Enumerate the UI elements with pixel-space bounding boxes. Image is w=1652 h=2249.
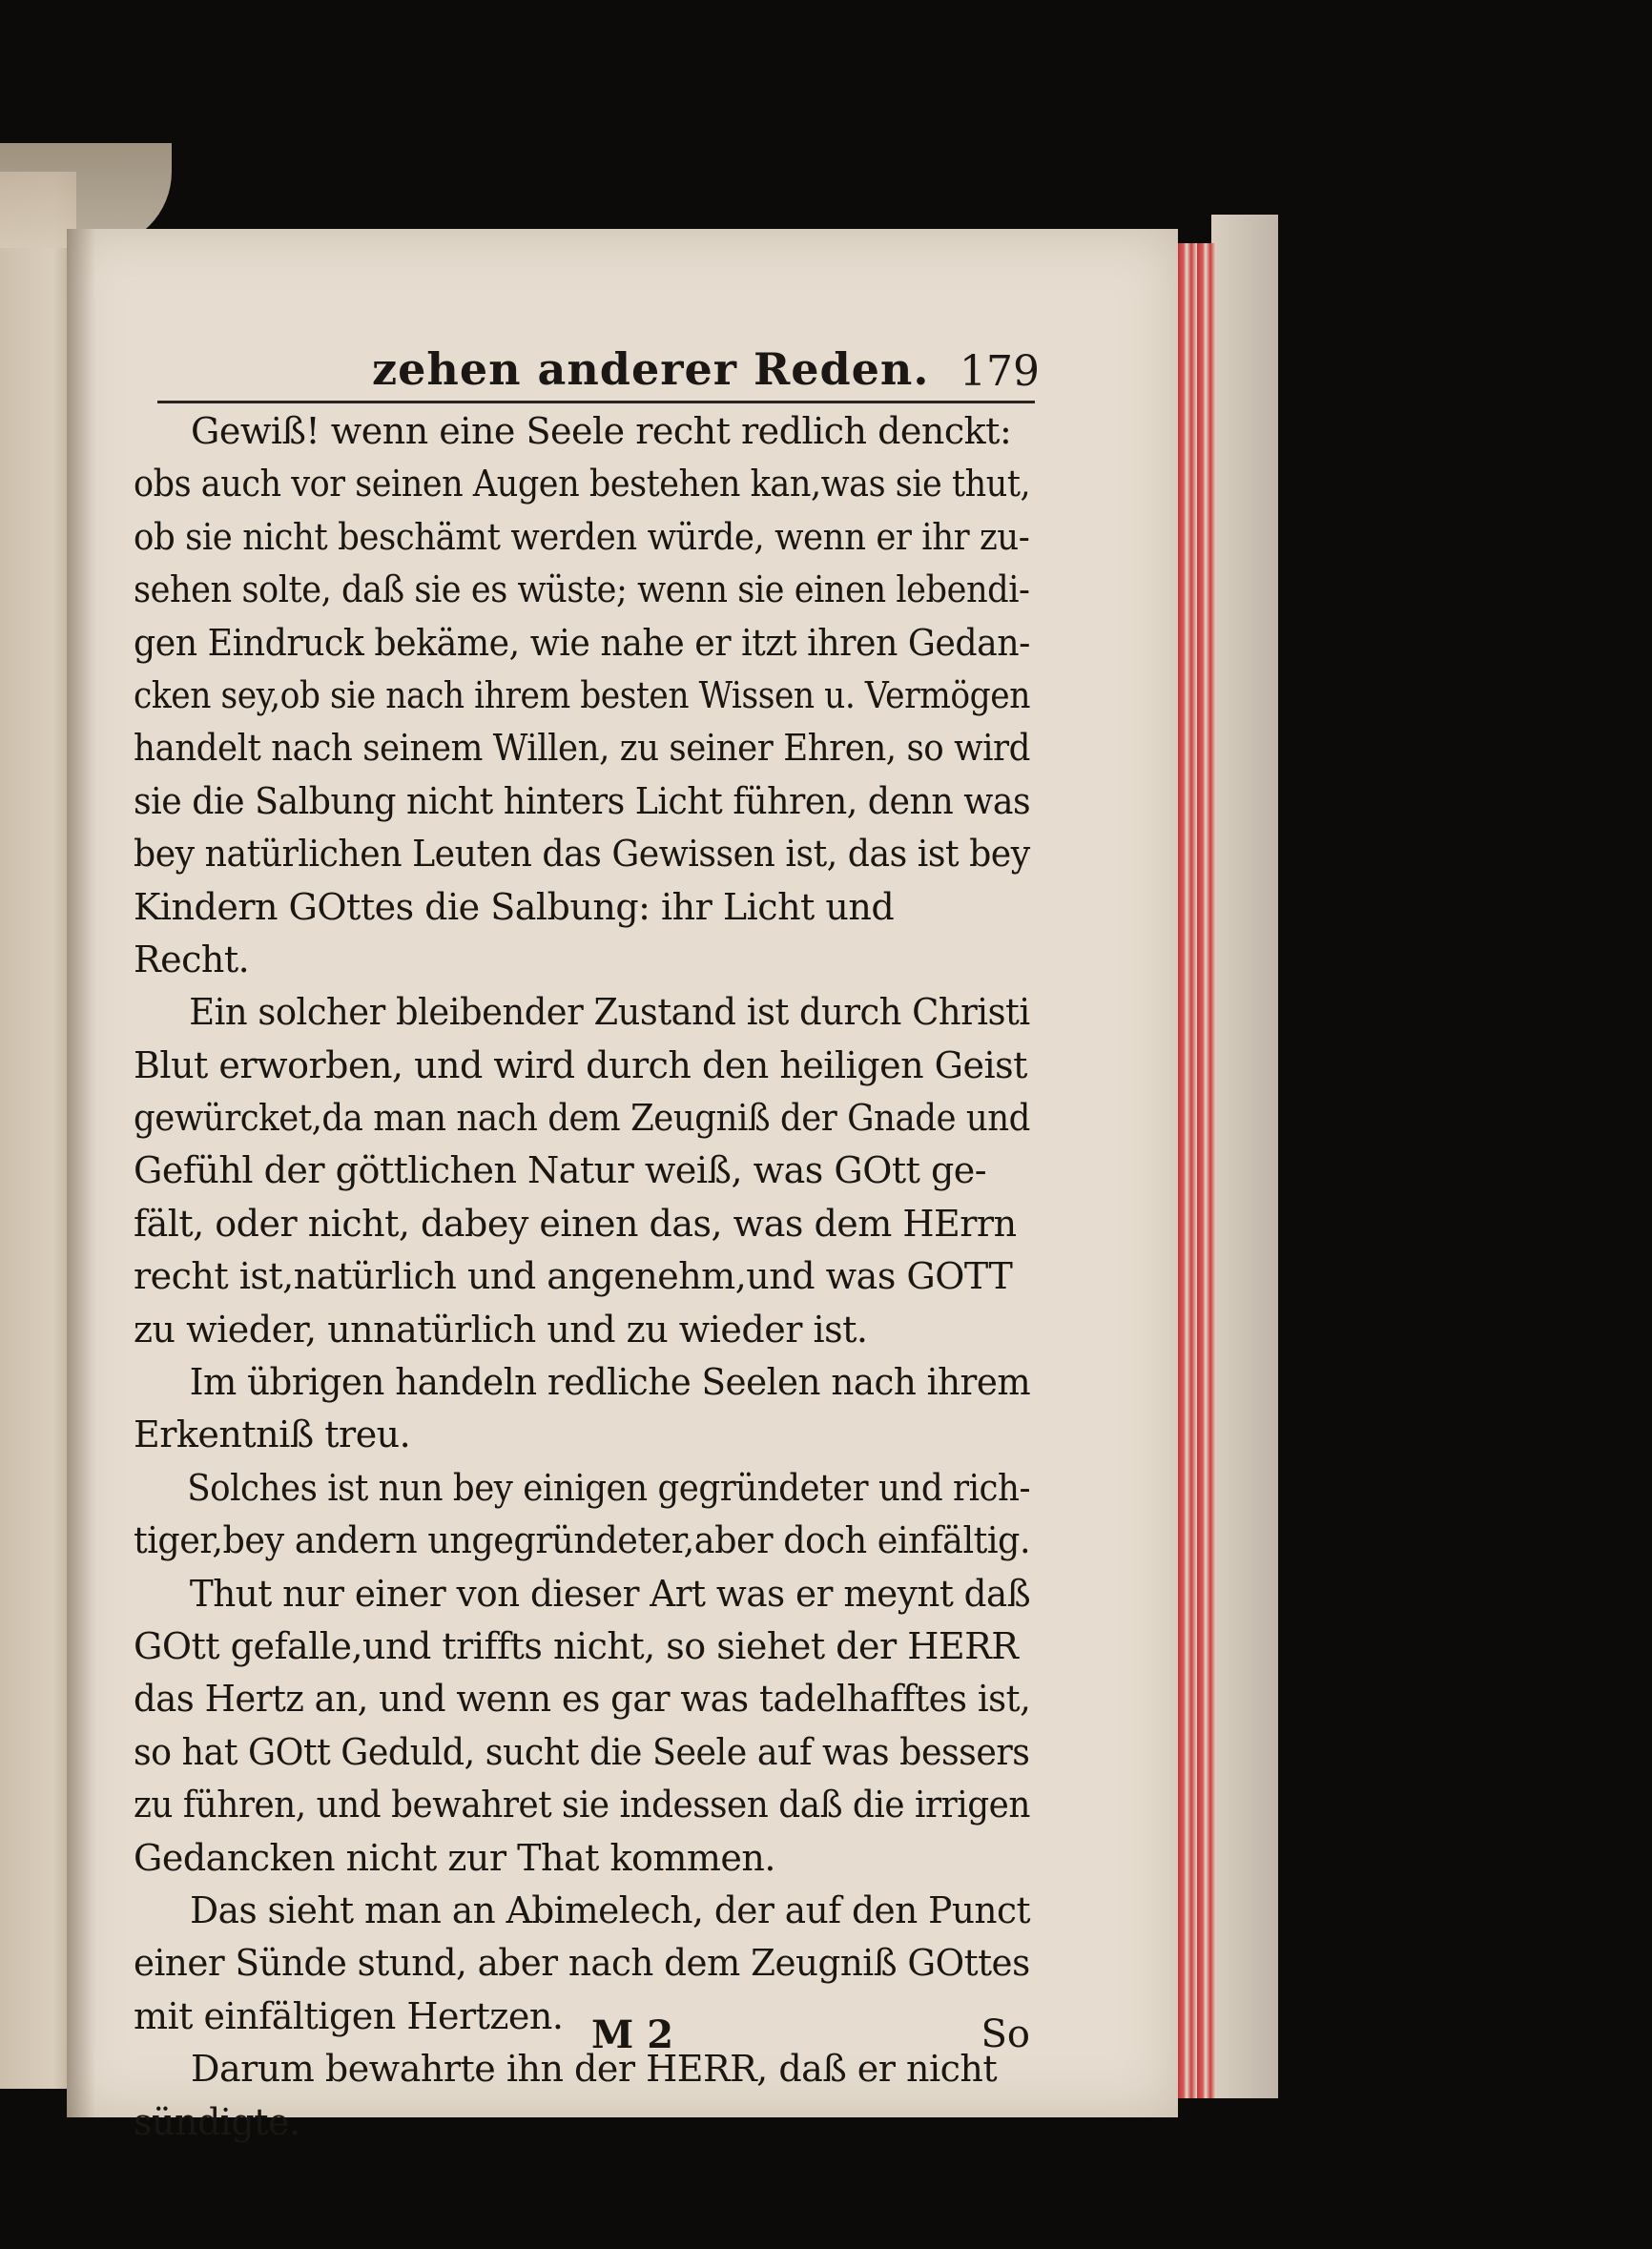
text-line: gen Eindruck bekäme, wie nahe er itzt ihren Gedan-	[134, 621, 1030, 664]
text-line: mit einfältigen Hertzen.	[134, 1994, 564, 2037]
body-text	[134, 405, 1030, 2149]
text-line: fält, oder nicht, dabey einen das, was dem HErrn	[134, 1202, 1017, 1245]
text-line: Gefühl der göttlichen Natur weiß, was GOtt ge-	[134, 1149, 987, 1192]
text-line: zu wieder, unnatürlich und zu wieder ist.	[134, 1308, 868, 1351]
text-line: einer Sünde stund, aber nach dem Zeugniß GOttes	[134, 1942, 1030, 1985]
book-edge-outer	[1211, 215, 1278, 2098]
text-line: recht ist,natürlich und angenehm,und was GOTT	[134, 1255, 1013, 1298]
signature-mark: M 2	[591, 2012, 674, 2057]
text-line: gewürcket,da man nach dem Zeugniß der Gnade und	[134, 1097, 1030, 1140]
header-rule	[157, 401, 1035, 403]
page-number: 179	[960, 347, 1040, 396]
text-line: cken sey,ob sie nach ihrem besten Wissen u. Vermögen	[134, 673, 1030, 716]
text-line: Erkentniß treu.	[134, 1413, 411, 1456]
text-line: Thut nur einer von dieser Art was er meynt daß	[189, 1572, 1031, 1615]
page-footer	[134, 2012, 1030, 2070]
spine-shadow	[67, 229, 95, 2117]
text-line: sündigte.	[134, 2100, 300, 2143]
text-line: so hat GOtt Geduld, sucht die Seele auf was bessers	[134, 1730, 1030, 1773]
text-line: Im übrigen handeln redliche Seelen nach ihrem	[189, 1361, 1031, 1404]
text-line: bey natürlichen Leuten das Gewissen ist, das ist bey	[134, 833, 1030, 876]
text-line: zu führen, und bewahret sie indessen daß die irrigen	[134, 1784, 1030, 1826]
text-line: handelt nach seinem Willen, zu seiner Ehren, so wird	[134, 727, 1030, 770]
text-line: Ein solcher bleibender Zustand ist durch Christi	[189, 991, 1030, 1034]
text-line: Das sieht man an Abimelech, der auf den Punct	[190, 1888, 1031, 1931]
text-line: GOtt gefalle,und triffts nicht, so siehet der HERR	[134, 1624, 1019, 1667]
text-line: Kindern GOttes die Salbung: ihr Licht und	[134, 885, 895, 928]
text-line: das Hertz an, und wenn es gar was tadelhafftes ist,	[134, 1678, 1031, 1721]
text-line: Recht.	[134, 938, 250, 980]
running-head: zehen anderer Reden.	[372, 343, 930, 395]
text-line: ob sie nicht beschämt werden würde, wenn er ihr zu-	[134, 515, 1030, 558]
text-line: Solches ist nun bey einigen gegründeter und rich-	[187, 1466, 1031, 1509]
text-line: obs auch vor seinen Augen bestehen kan,was sie thut,	[134, 463, 1031, 506]
text-line: sehen solte, daß sie es wüste; wenn sie einen lebendi-	[134, 568, 1030, 611]
text-line: Darum bewahrte ihn der HERR, daß er nicht	[191, 2048, 998, 2091]
text-line: Blut erworben, und wird durch den heiligen Geist	[134, 1043, 1027, 1086]
text-line: Gedancken nicht zur That kommen.	[134, 1836, 775, 1879]
text-line: Gewiß! wenn eine Seele recht redlich denckt:	[191, 410, 1012, 452]
text-line: tiger,bey andern ungegründeter,aber doch einfältig.	[134, 1519, 1031, 1562]
catchword: So	[981, 2012, 1030, 2056]
text-line: sie die Salbung nicht hinters Licht führen, denn was	[134, 779, 1031, 822]
left-page-edge	[0, 172, 76, 2089]
page-header	[372, 343, 1040, 401]
